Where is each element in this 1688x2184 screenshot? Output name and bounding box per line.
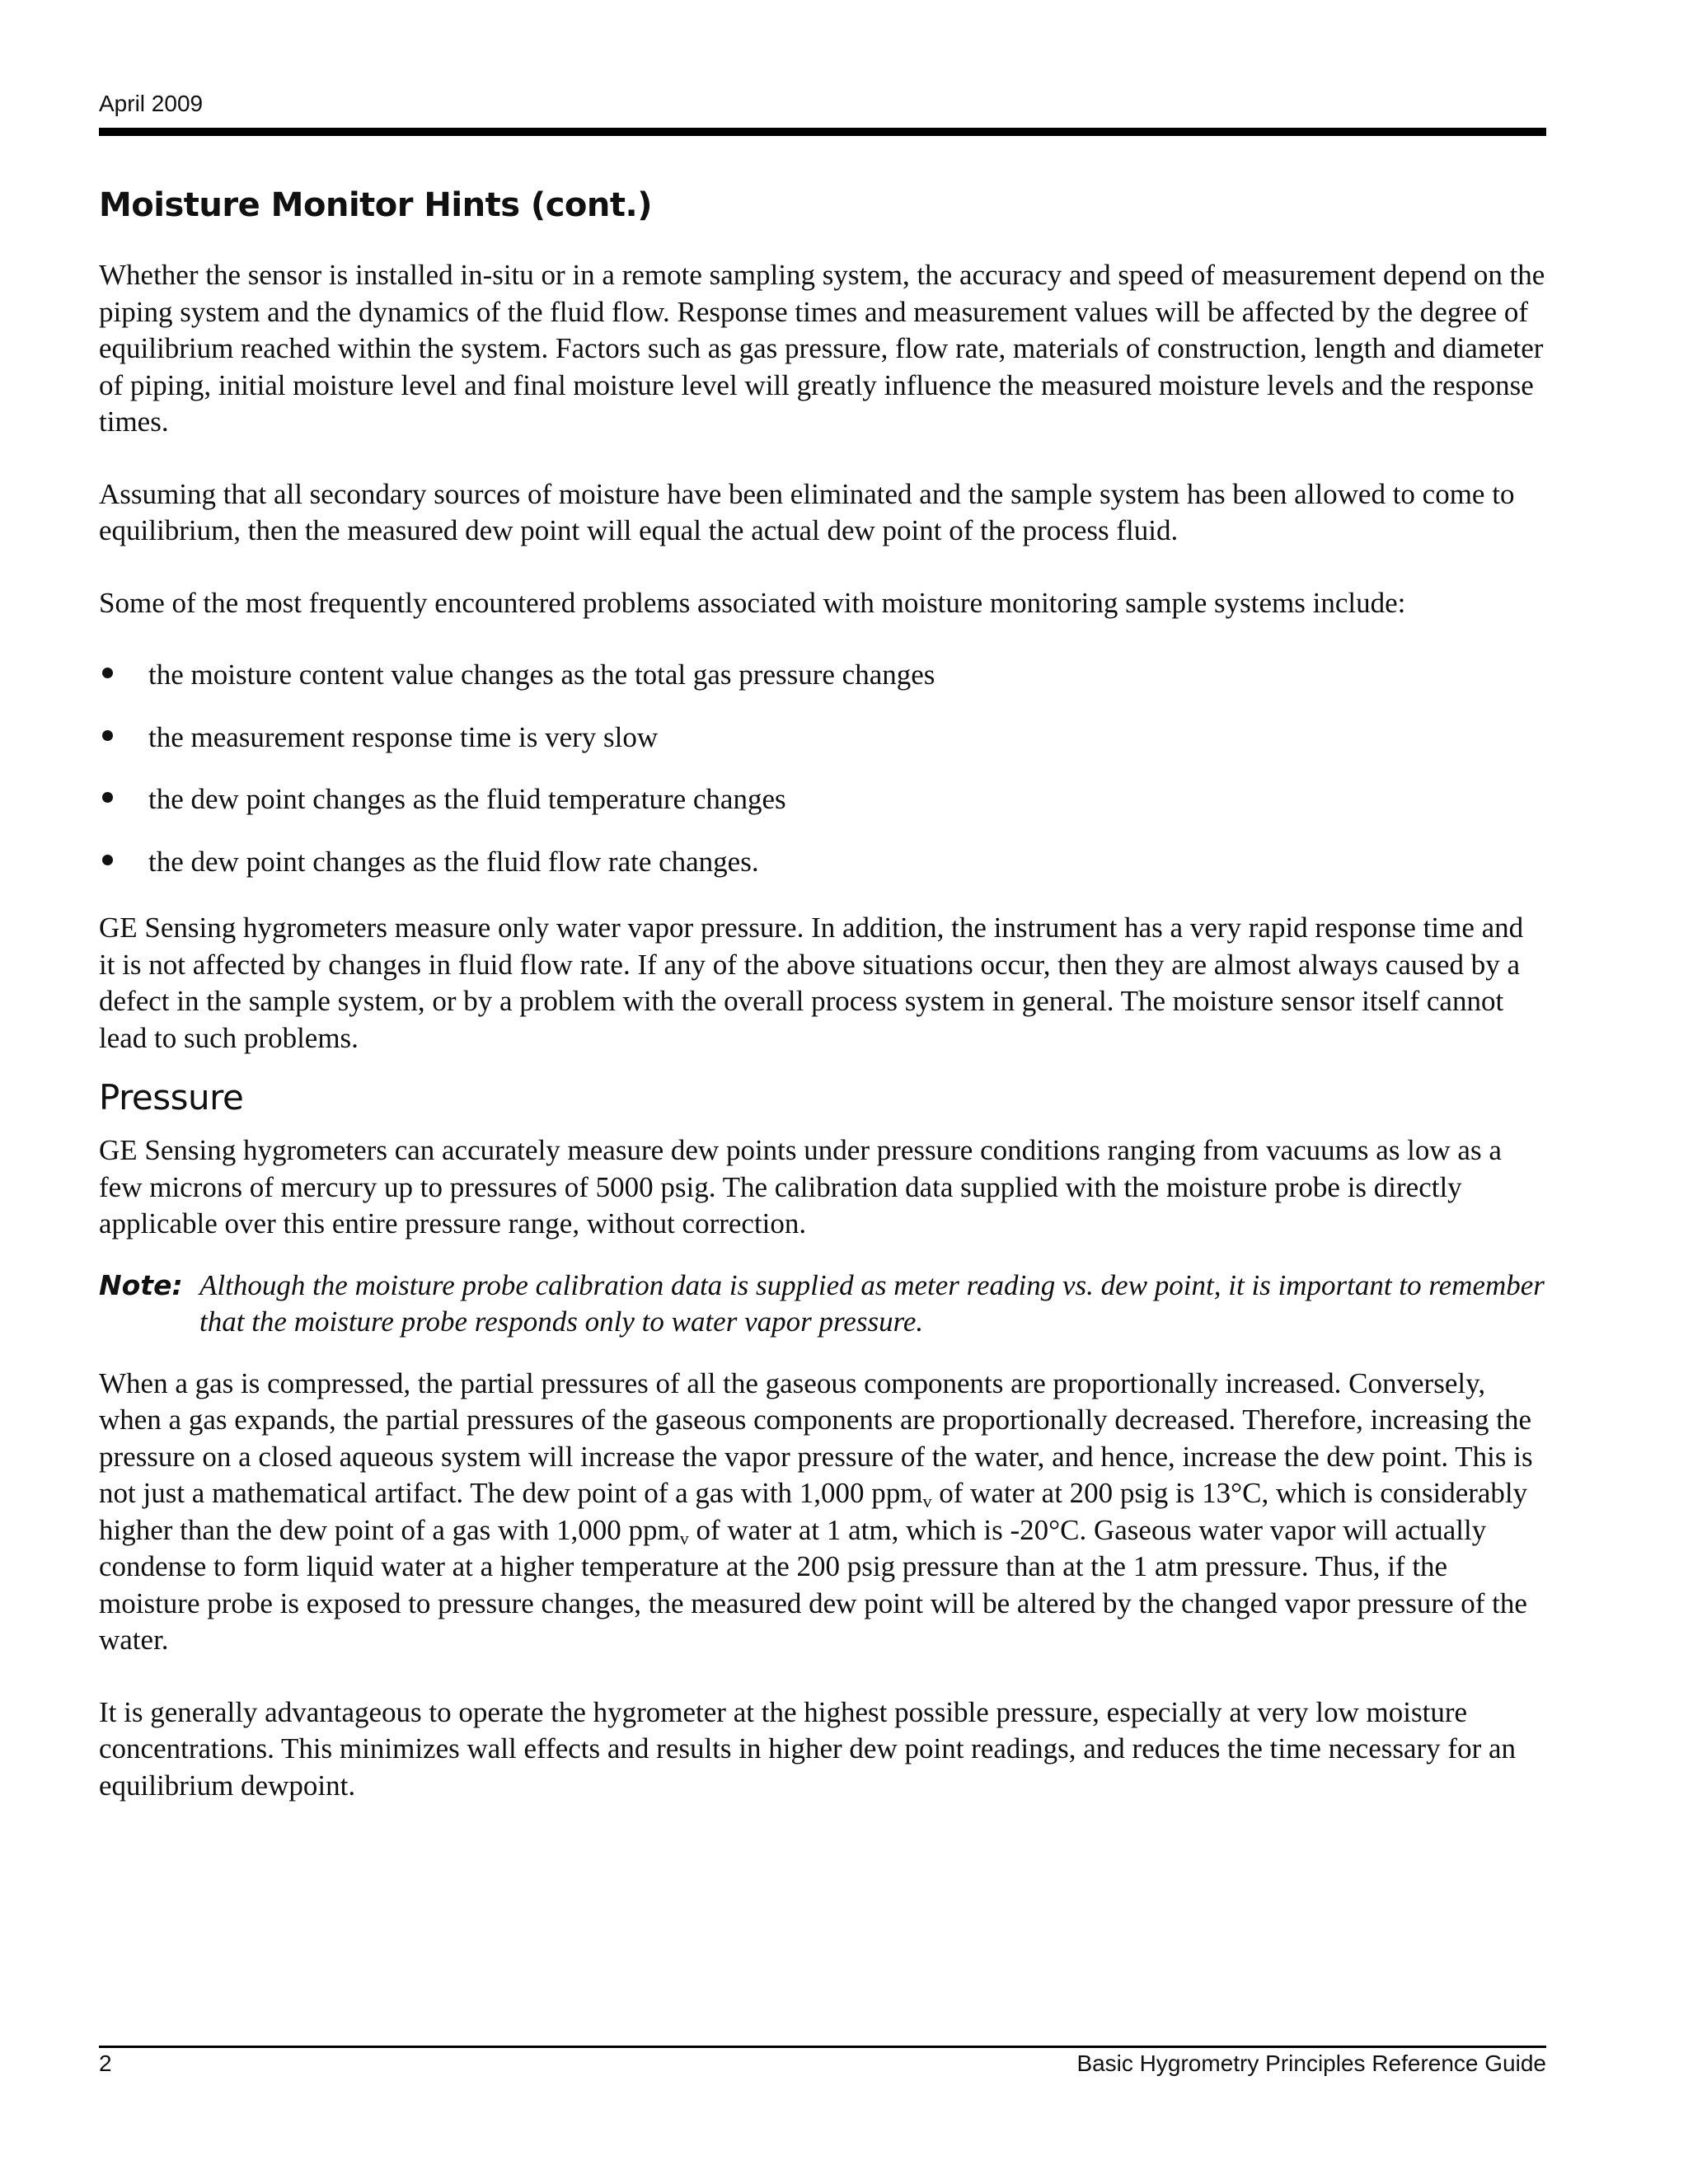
list-item-text: the dew point changes as the fluid flow rate changes. [148,845,759,878]
compression-text-part1: When a gas is compressed, the partial pressures of all the gaseous components are proportionally increased. Conversely, when a gas expands, the partial pressures of the gaseous components are proportionally decreased. Therefore, increasing the pressure on a closed aqueous system will increase the vapor pressure of the water, and hence, increase the dew point. This is not just a mathematical artifact. The dew point of a gas with 1,000 ppm [99,1366,1533,1509]
footer-doc-title: Basic Hygrometry Principles Reference Guide [1076,2050,1546,2076]
paragraph-sampling-system: Whether the sensor is installed in-situ or in a remote sampling system, the accuracy and speed of measurement depend on the piping system and the dynamics of the fluid flow. Response times and measurement values will be affected by the degree of equilibrium reached within the system. Factors such as gas pressure, flow rate, materials of construction, length and diameter of piping, initial moisture level and final moisture level will greatly influence the measured moisture levels and the response times. [99,259,1545,438]
subscript-v: v [922,1491,932,1511]
bullet-icon [102,730,113,741]
list-item [99,844,1546,881]
compression-text-part3: of water at 1 atm, which is -20°C. Gaseous water vapor will actually condense to form liquid water at a higher temperature at the 200 psig pressure than at the 1 atm pressure. Thus, if the moisture probe is exposed to pressure changes, the measured dew point will be altered by the changed vapor pressure of the water. [99,1513,1527,1656]
paragraph-vapor-pressure: GE Sensing hygrometers measure only water vapor pressure. In addition, the instrument has a very rapid response time and it is not affected by changes in fluid flow rate. If any of the above situations occur, then they are almost always caused by a defect in the sample system, or by a problem with the overall process system in general. The moisture sensor itself cannot lead to such problems. [99,912,1524,1054]
compression-text-part2: of water at 200 psig is 13°C, which is considerably higher than the dew point of a gas with 1,000 ppm [99,1477,1528,1546]
bullet-icon [102,855,113,865]
bullet-icon [102,668,113,678]
body-content [99,257,1546,1804]
list-item-text: the moisture content value changes as the total gas pressure changes [148,658,935,691]
header-rule [99,128,1546,136]
paragraph-pressure-range: GE Sensing hygrometers can accurately measure dew points under pressure conditions ranging from vacuums as low as a few microns of mercury up to pressures of 5000 psig. The calibration data supplied with the moisture probe is directly applicable over this entire pressure range, without correction. [99,1134,1502,1240]
list-item-text: the dew point changes as the fluid temperature changes [148,783,786,815]
list-item [99,719,1546,757]
paragraph-equilibrium: Assuming that all secondary sources of moisture have been eliminated and the sample system has been allowed to come to equilibrium, then the measured dew point will equal the actual dew point of the process fluid. [99,477,1515,546]
paragraph-problems-intro: Some of the most frequently encountered problems associated with moisture monitoring sample systems include: [99,586,1406,619]
bullet-icon [102,792,113,803]
note-label: Note: [99,1268,183,1301]
list-item [99,657,1546,694]
note-block [99,1268,1546,1341]
page-number: 2 [99,2050,112,2076]
paragraph-highest-pressure: It is generally advantageous to operate the hygrometer at the highest possible pressure, especially at very low moisture concentrations. This minimizes wall effects and results in higher dew point readings, and reduces the time necessary for an equilibrium dewpoint. [99,1695,1517,1802]
pressure-heading: Pressure [99,1077,244,1118]
list-item [99,781,1546,818]
header-date: April 2009 [99,91,204,116]
footer-rule [99,2046,1546,2048]
problems-list [99,657,1546,880]
list-item-text: the measurement response time is very slow [148,720,659,753]
subscript-v: v [679,1527,689,1549]
section-title: Moisture Monitor Hints (cont.) [99,186,652,224]
note-text: Although the moisture probe calibration data is supplied as meter reading vs. dew point, it is important to remember that the moisture probe responds only to water vapor pressure. [199,1268,1545,1338]
paragraph-compression [99,1366,1546,1659]
